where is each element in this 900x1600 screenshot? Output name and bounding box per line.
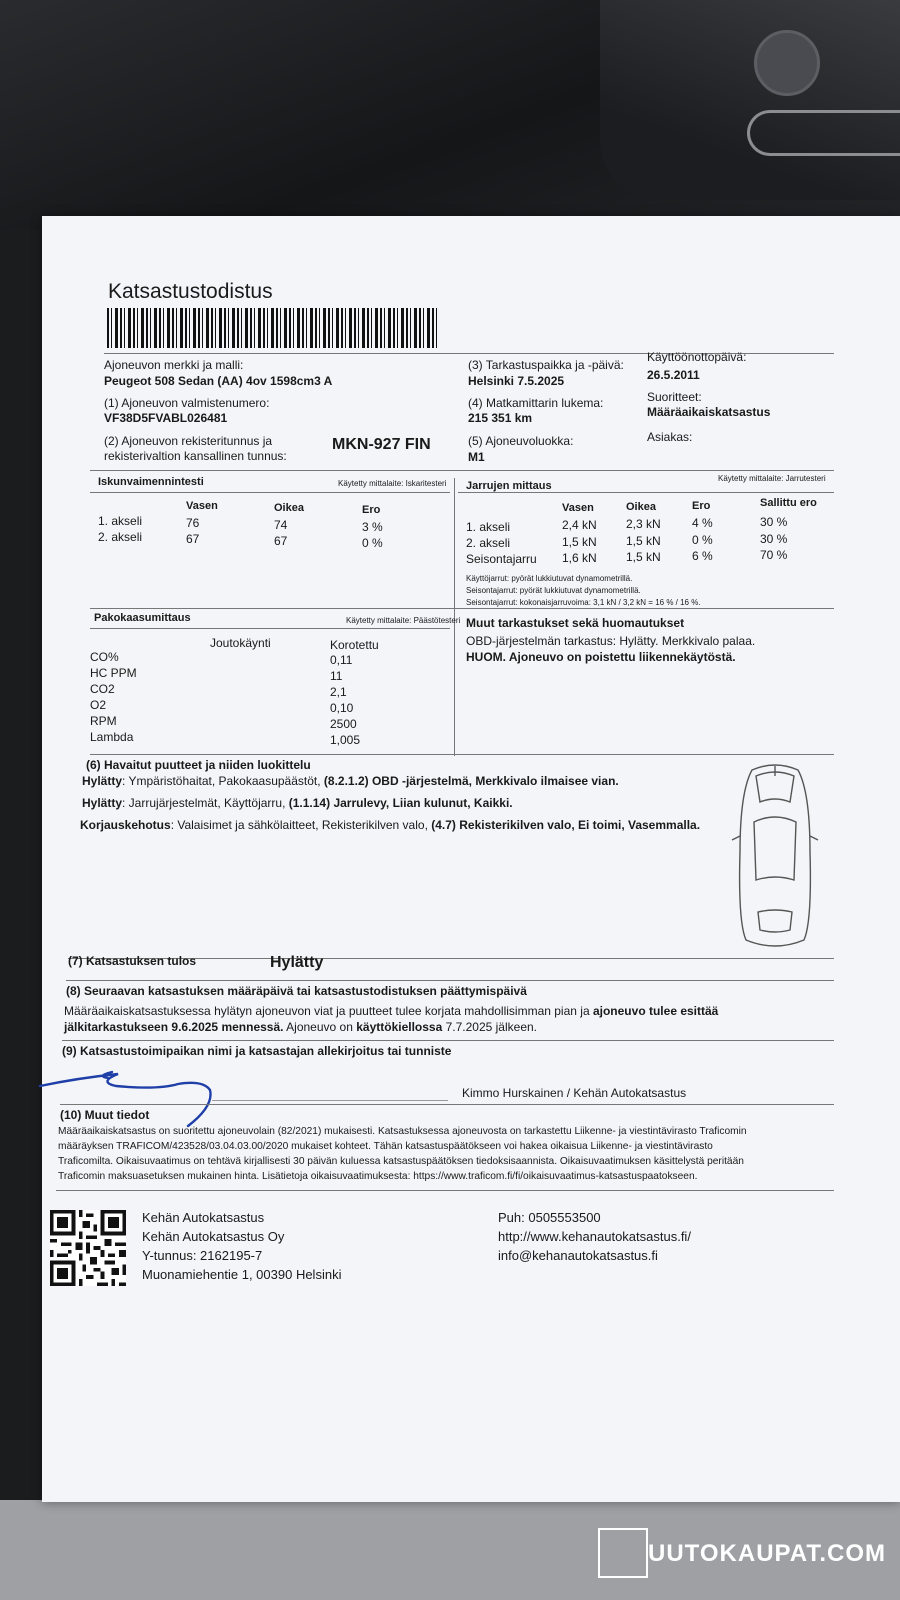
customer-label: Asiakas: [647,430,693,444]
shock-right: 74 [274,518,288,532]
make-label: Ajoneuvon merkki ja malli: [104,358,244,372]
misc-line: Traficomin maksuasetuksen mukainen hinta. Lisätietoja oikaisuvaatimuksesta: https://www.traficom.fi/fi/oikaisuvaatimus-katsastuspaatokseen. [58,1171,698,1182]
defect-detail: (1.1.14) Jarrulevy, Liian kulunut, Kaikki. [288,796,513,810]
next-inspection-title: (8) Seuraavan katsastuksen määräpäivä tai katsastustodistuksen päättymispäivä [66,984,527,998]
watermark-logo-icon [598,1528,648,1578]
defect-class: Hylätty [82,774,123,788]
vin-label: (1) Ajoneuvon valmistenumero: [104,396,270,410]
reg-label-line1: (2) Ajoneuvon rekisteritunnus ja [104,434,273,448]
divider [458,492,834,493]
watermark-text: UUTOKAUPAT.COM [648,1540,886,1567]
shock-left: 67 [186,532,200,546]
next-text: Ajoneuvo on [283,1020,357,1034]
defect-text: : Valaisimet ja sähkölaitteet, Rekisterikilven valo, [170,818,432,832]
brakes-axle: Seisontajarru [466,552,537,566]
odometer-label: (4) Matkamittarin lukema: [468,396,604,410]
brakes-left: 1,6 kN [562,551,597,565]
exhaust-name: HC PPM [90,666,137,680]
exhaust-raised: 1,005 [330,733,361,747]
console-knob [754,30,820,96]
other-checks-line1: OBD-järjestelmän tarkastus: Hylätty. Merkkivalo palaa. [466,634,756,648]
next-inspection-line1 [64,1004,718,1018]
shock-header-left: Vasen [186,500,218,512]
console-rim [747,110,900,156]
brakes-right: 1,5 kN [626,550,661,564]
brakes-left: 1,5 kN [562,535,597,549]
make-value: Peugeot 508 Sedan (AA) 4ov 1598cm3 A [104,374,333,388]
defect-detail: (8.2.1.2) OBD -järjestelmä, Merkkivalo ilmaisee vian. [323,774,619,788]
signature-title: (9) Katsastustoimipaikan nimi ja katsastajan allekirjoitus tai tunniste [62,1044,452,1058]
exhaust-raised: 2500 [330,717,357,731]
misc-title: (10) Muut tiedot [60,1108,150,1122]
next-text: Määräaikaiskatsastuksessa hylätyn ajoneuvon viat ja puutteet tulee korjata mahdollisimman pian ja [64,1004,593,1018]
divider [90,470,834,471]
defects-title: (6) Havaitut puutteet ja niiden luokittelu [86,758,311,772]
exhaust-raised: 11 [330,669,343,683]
next-inspection-line2 [64,1020,537,1034]
exhaust-name: CO2 [90,682,115,696]
contact-website-link[interactable]: http://www.kehanautokatsastus.fi/ [498,1229,691,1244]
divider [90,628,450,629]
brakes-diff: 4 % [692,516,713,530]
reg-label-line2: rekisterivaltion kansallinen tunnus: [104,449,287,463]
shock-device: Käytetty mittalaite: Iskaritesteri [338,479,447,488]
divider [60,1104,834,1105]
exhaust-name: RPM [90,714,117,728]
company-line: Muonamiehentie 1, 00390 Helsinki [142,1267,342,1282]
shock-axle: 1. akseli [98,514,143,528]
exhaust-name: O2 [90,698,107,712]
next-text-bold: käyttökiellossa [356,1020,443,1034]
exhaust-title: Pakokaasumittaus [94,612,191,624]
exhaust-header-raised: Korotettu [330,638,379,652]
brakes-allowed: 30 % [760,515,788,529]
brakes-note: Seisontajarrut: kokonaisjarruvoima: 3,1 kN / 3,2 kN = 16 % / 16 %. [466,598,701,607]
misc-line: määräyksen TRAFICOM/423528/03.04.03.00/2020 mukaiset kohteet. Tähän katsastuspäätökseen voi hakea oikaisua Liikenne- ja viestintävirasto [58,1141,713,1152]
brakes-header-allowed: Sallittu ero [760,497,817,509]
divider [90,608,834,609]
divider [66,980,834,981]
brakes-diff: 0 % [692,533,713,547]
defect-item [82,796,513,810]
brakes-note: Käyttöjarrut: pyörät lukkiutuvat dynamometrillä. [466,574,633,583]
shock-right: 67 [274,534,288,548]
exhaust-header-idle: Joutokäynti [210,636,271,650]
services-value: Määräaikaiskatsastus [647,405,771,419]
misc-line: Määräaikaiskatsastus on suoritettu ajoneuvolain (82/2021) mukaisesti. Katsastuksessa ajoneuvosta on tarkastettu Liikenne- ja viestintävirasto Traficomin [58,1126,747,1137]
brakes-title: Jarrujen mittaus [466,480,552,492]
exhaust-device: Käytetty mittalaite: Päästötesteri [346,616,461,625]
brakes-allowed: 70 % [760,548,788,562]
odometer-value: 215 351 km [468,411,533,425]
exhaust-raised: 0,11 [330,653,353,667]
next-text-bold: jälkitarkastukseen 9.6.2025 mennessä. [64,1020,284,1034]
exhaust-raised: 2,1 [330,685,347,699]
place-value: Helsinki 7.5.2025 [468,374,565,388]
defect-text: : Jarrujärjestelmät, Käyttöjarru, [122,796,289,810]
barcode [107,308,437,348]
car-interior-background [0,0,900,230]
brakes-header-diff: Ero [692,500,711,512]
company-line: Y-tunnus: 2162195-7 [142,1248,263,1263]
brakes-right: 1,5 kN [626,534,661,548]
shock-header-right: Oikea [274,502,304,514]
signature-scribble [38,1056,238,1136]
next-text-bold: ajoneuvo tulee esittää [592,1004,719,1018]
document-title: Katsastustodistus [108,280,273,303]
contact-email-link[interactable]: info@kehanautokatsastus.fi [498,1248,658,1263]
signature-line [212,1100,448,1101]
shock-left: 76 [186,516,200,530]
company-line: Kehän Autokatsastus Oy [142,1229,285,1244]
divider [90,492,450,493]
brakes-right: 2,3 kN [626,517,661,531]
shock-diff: 3 % [362,520,383,534]
brakes-header-left: Vasen [562,502,594,514]
place-label: (3) Tarkastuspaikka ja -päivä: [468,358,624,372]
defect-class: Hylätty [82,796,123,810]
brakes-axle: 2. akseli [466,536,511,550]
brakes-allowed: 30 % [760,532,788,546]
defect-detail: (4.7) Rekisterikilven valo, Ei toimi, Vasemmalla. [431,818,701,832]
result-label: (7) Katsastuksen tulos [68,954,197,968]
vin-value: VF38D5FVABL026481 [104,411,228,425]
other-checks-title: Muut tarkastukset sekä huomautukset [466,616,685,630]
shock-title: Iskunvaimennintesti [98,476,204,488]
result-value: Hylätty [270,954,324,971]
contact-phone: Puh: 0505553500 [498,1210,601,1225]
defect-text: : Ympäristöhaitat, Pakokaasupäästöt, [122,774,324,788]
intro-date-label: Käyttöönottopäivä: [647,350,747,364]
divider [90,754,834,755]
brakes-left: 2,4 kN [562,518,597,532]
next-text: 7.7.2025 jälkeen. [442,1020,538,1034]
intro-date-value: 26.5.2011 [647,368,700,382]
shock-axle: 2. akseli [98,530,143,544]
brakes-header-right: Oikea [626,501,656,513]
brakes-device: Käytetty mittalaite: Jarrutesteri [718,474,826,483]
brakes-axle: 1. akseli [466,520,511,534]
company-line: Kehän Autokatsastus [142,1210,265,1225]
car-top-view-icon [730,762,820,950]
inspection-certificate [42,216,900,1502]
shock-diff: 0 % [362,536,383,550]
defect-item [80,818,700,832]
inspector-name: Kimmo Hurskainen / Kehän Autokatsastus [462,1086,687,1100]
reg-value: MKN-927 FIN [332,436,431,453]
exhaust-name: CO% [90,650,119,664]
divider [56,1190,834,1191]
defect-item [82,774,619,788]
vehicle-class-value: M1 [468,450,485,464]
services-label: Suoritteet: [647,390,702,404]
defect-class: Korjauskehotus [80,818,171,832]
exhaust-name: Lambda [90,730,134,744]
misc-line: Traficomilta. Oikaisuvaatimus on tehtävä kirjallisesti 30 päivän kuluessa katsastuspäätöksen tiedoksisaannista. Oikaisuvaatimuksen käsittelystä peritään [58,1156,744,1167]
shock-header-diff: Ero [362,504,381,516]
other-checks-line2: HUOM. Ajoneuvo on poistettu liikennekäytöstä. [466,650,736,664]
center-console [600,0,900,200]
brakes-diff: 6 % [692,549,713,563]
qr-code-icon [50,1210,126,1286]
brakes-note: Seisontajarrut: pyörät lukkiutuvat dynamometrillä. [466,586,641,595]
vehicle-class-label: (5) Ajoneuvoluokka: [468,434,574,448]
exhaust-raised: 0,10 [330,701,354,715]
divider [62,1040,834,1041]
